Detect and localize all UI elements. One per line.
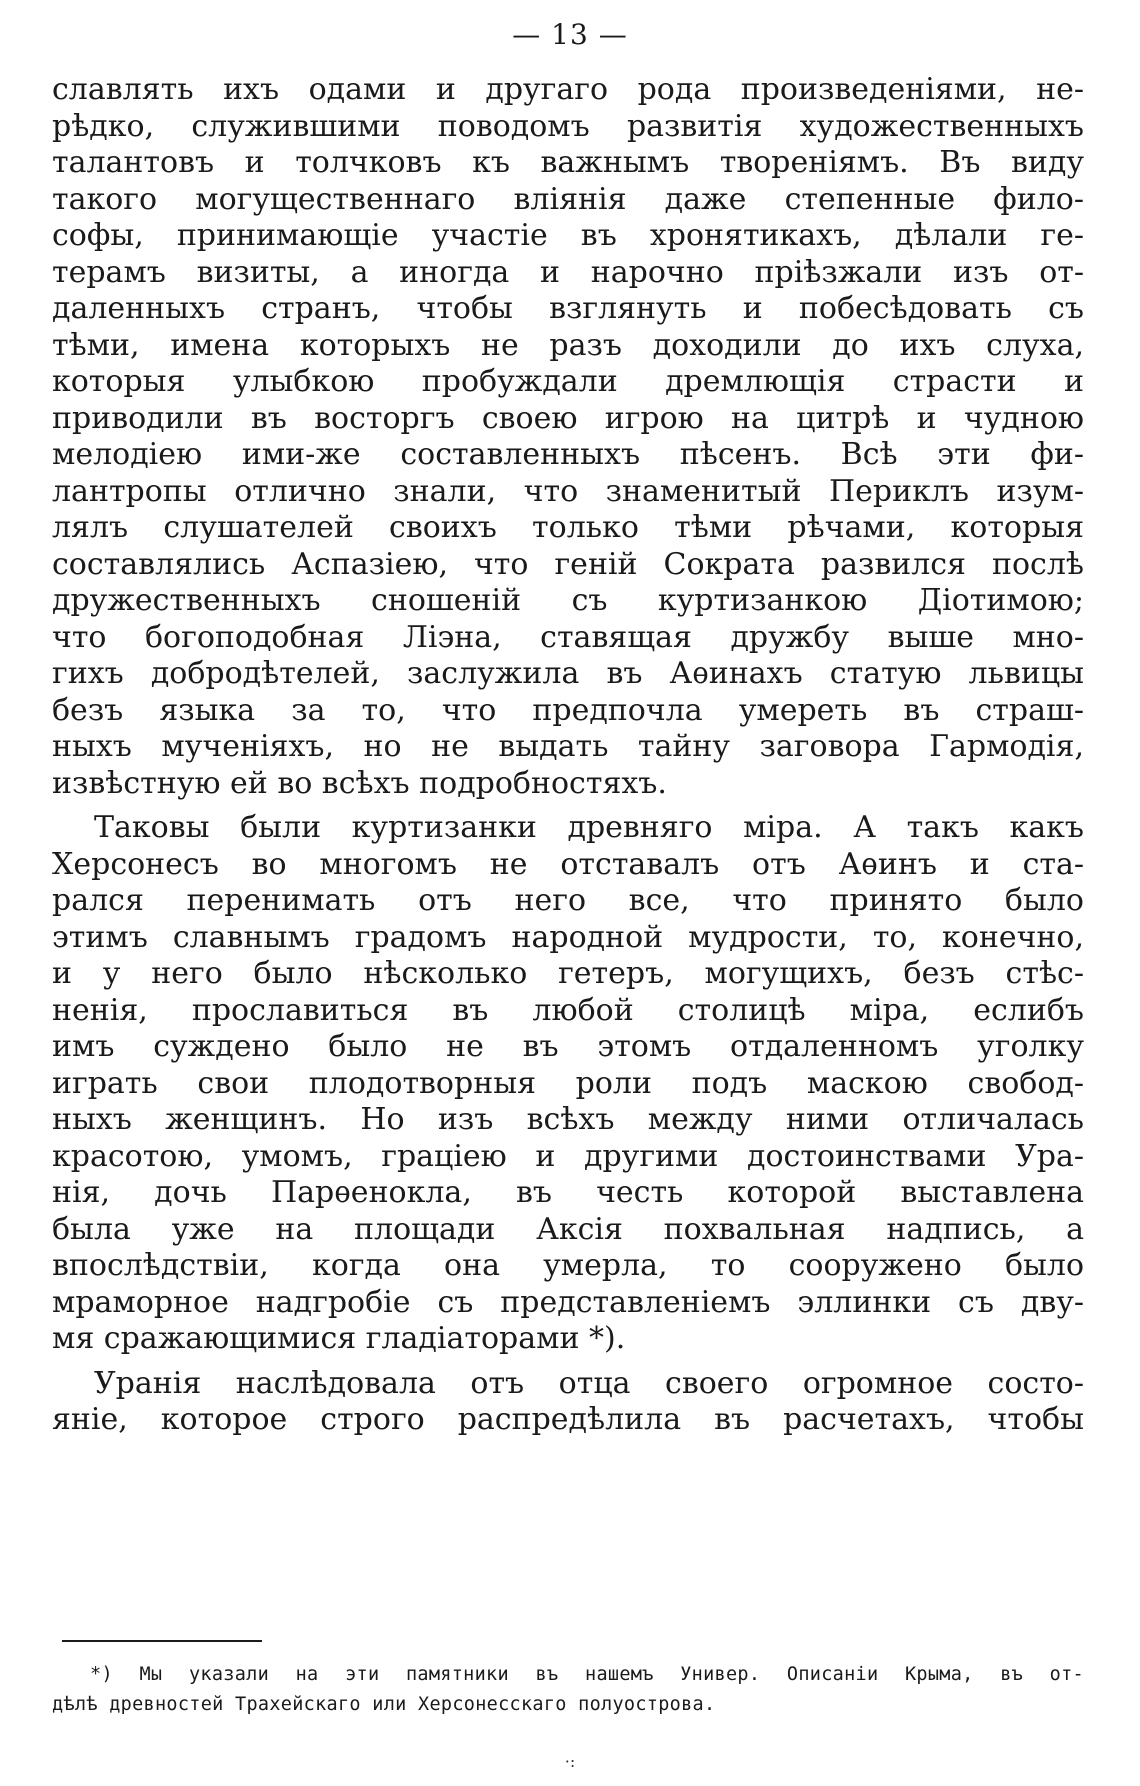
bottom-ornament: ·: bbox=[564, 1752, 576, 1771]
text-line: нія, дочь Парѳенокла, въ честь которой выставлена bbox=[52, 1175, 1084, 1210]
text-line: мя сражающимися гладіаторами *). bbox=[52, 1321, 626, 1356]
text-line: и у него было нѣсколько гетеръ, могущихъ, безъ стѣс- bbox=[52, 956, 1084, 991]
text-line: которыя улыбкою пробуждали дремлющія страсти и bbox=[52, 364, 1084, 399]
paragraph-2 bbox=[52, 810, 1084, 1358]
text-line: лялъ слушателей своихъ только тѣми рѣчами, которыя bbox=[52, 510, 1084, 545]
text-line: приводили въ восторгъ своею игрою на цитрѣ и чудною bbox=[52, 400, 1084, 436]
text-line: рался перенимать отъ него все, что принято было bbox=[52, 883, 1084, 918]
text-line: Таковы были куртизанки древняго міра. А такъ какъ bbox=[94, 810, 1084, 845]
text-line: дружественныхъ сношеній съ куртизанкою Діотимою; bbox=[52, 583, 1084, 618]
text-line: мраморное надгробіе съ представленіемъ эллинки съ дву- bbox=[52, 1284, 1084, 1320]
text-line: софы, принимающіе участіе въ хронятикахъ, дѣлали ге- bbox=[52, 218, 1084, 253]
text-line: безъ языка за то, что предпочла умереть въ страш- bbox=[52, 692, 1084, 728]
footnote-line: дѣлѣ древностей Трахейскаго или Херсонесскаго полуострова. bbox=[52, 1694, 716, 1715]
text-line: красотою, умомъ, граціею и другими достоинствами Ура- bbox=[52, 1138, 1084, 1174]
footnote-rule bbox=[62, 1640, 262, 1642]
text-line: яніе, которое строго распредѣлила въ расчетахъ, чтобы bbox=[52, 1402, 1084, 1437]
text-line: терамъ визиты, а иногда и нарочно пріѣзжали изъ от- bbox=[52, 254, 1084, 290]
text-line: что богоподобная Ліэна, ставящая дружбу выше мно- bbox=[52, 619, 1084, 655]
paragraph-gap bbox=[52, 802, 1084, 810]
footnote-line: *) Мы указали на эти памятники въ нашемъ Универ. Описаніи Крыма, въ от- bbox=[90, 1664, 1084, 1685]
body-text bbox=[52, 72, 1084, 1439]
text-line: лантропы отлично знали, что знаменитый Периклъ изум- bbox=[52, 473, 1084, 509]
page-number: — 13 — bbox=[512, 18, 628, 51]
text-line: рѣдко, служившими поводомъ развитія художественныхъ bbox=[52, 108, 1084, 144]
text-line: мелодіею ими-же составленныхъ пѣсенъ. Всѣ эти фи- bbox=[52, 437, 1084, 472]
text-line: впослѣдствіи, когда она умерла, то сооружено было bbox=[52, 1248, 1084, 1283]
paragraph-gap bbox=[52, 1358, 1084, 1366]
paragraph-3 bbox=[52, 1366, 1084, 1439]
text-line: ненія, прославиться въ любой столицѣ міра, еслибъ bbox=[52, 992, 1084, 1028]
text-line: славлять ихъ одами и другаго рода произведеніями, не- bbox=[52, 72, 1084, 107]
paragraph-1 bbox=[52, 72, 1084, 802]
text-line: тѣми, имена которыхъ не разъ доходили до ихъ слуха, bbox=[52, 327, 1084, 363]
text-line: ныхъ мученіяхъ, но не выдать тайну заговора Гармодія, bbox=[52, 729, 1084, 764]
text-line: ныхъ женщинъ. Но изъ всѣхъ между ними отличалась bbox=[52, 1102, 1084, 1137]
text-line: такого могущественнаго вліянія даже степенные фило- bbox=[52, 181, 1084, 217]
footnote bbox=[52, 1660, 1084, 1720]
text-line: играть свои плодотворныя роли подъ маскою свобод- bbox=[52, 1065, 1084, 1101]
text-line: Херсонесъ во многомъ не отставалъ отъ Аѳинъ и ста- bbox=[52, 846, 1084, 882]
text-line: гихъ добродѣтелей, заслужила въ Аѳинахъ статую львицы bbox=[52, 656, 1084, 691]
text-line: талантовъ и толчковъ къ важнымъ твореніямъ. Въ виду bbox=[52, 145, 1084, 180]
text-line: извѣстную ей во всѣхъ подробностяхъ. bbox=[52, 765, 667, 801]
text-line: этимъ славнымъ градомъ народной мудрости, то, конечно, bbox=[52, 919, 1084, 955]
text-line: составлялись Аспазіею, что геній Сократа развился послѣ bbox=[52, 546, 1084, 582]
text-line: имъ суждено было не въ этомъ отдаленномъ уголку bbox=[52, 1029, 1084, 1064]
text-line: даленныхъ странъ, чтобы взглянуть и побесѣдовать съ bbox=[52, 291, 1084, 326]
text-line: была уже на площади Аксія похвальная надпись, а bbox=[52, 1211, 1084, 1247]
text-line: Уранія наслѣдовала отъ отца своего огромное состо- bbox=[94, 1365, 1084, 1401]
